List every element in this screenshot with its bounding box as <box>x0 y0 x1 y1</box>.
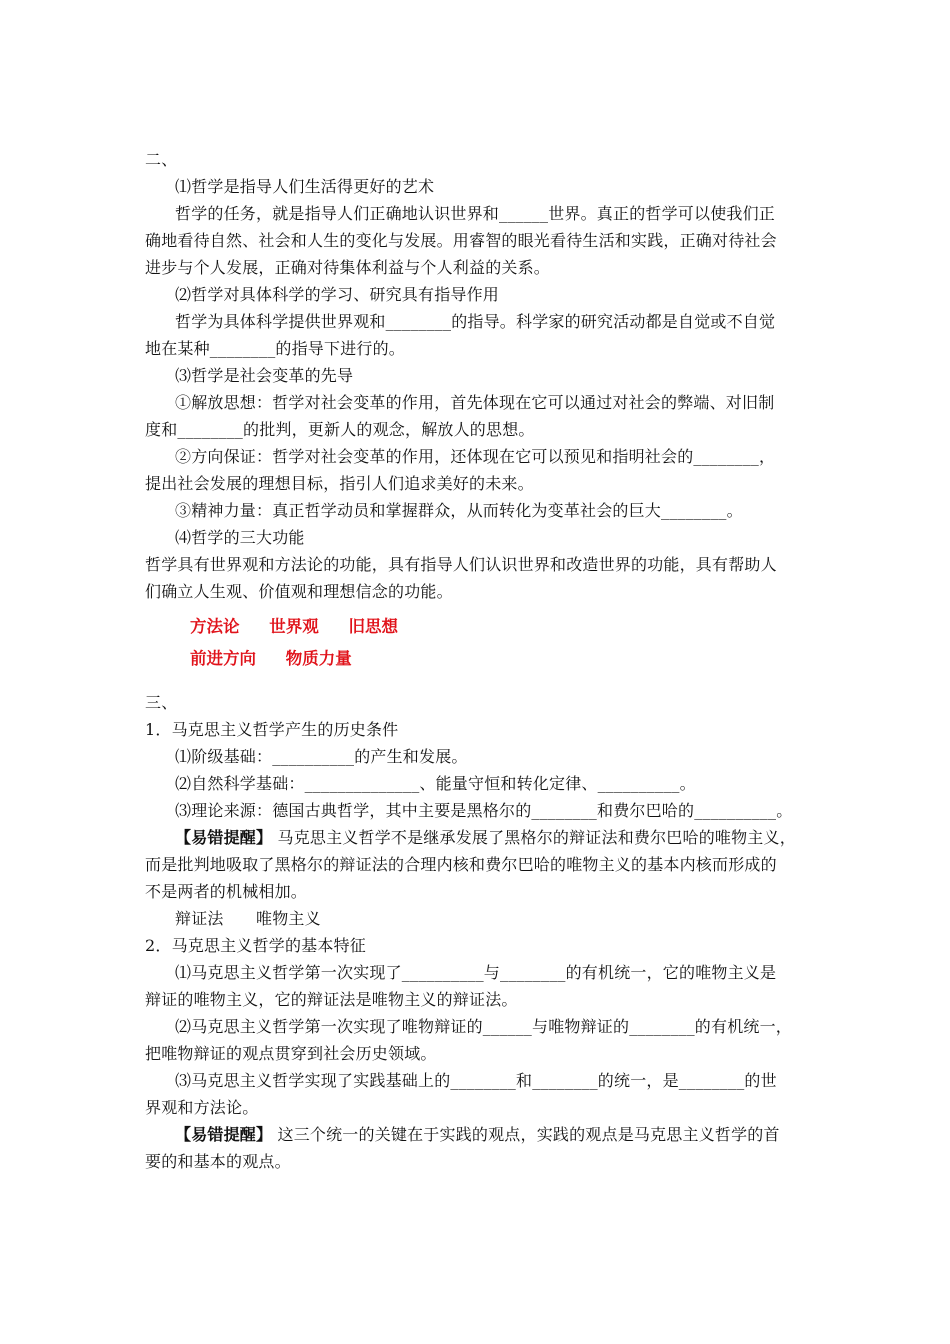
paragraph-line: ⑶理论来源：德国古典哲学，其中主要是黑格尔的________和费尔巴哈的__________。 <box>175 801 793 820</box>
tip-line <box>145 824 810 851</box>
paragraph-line: 哲学具有世界观和方法论的功能，具有指导人们认识世界和改造世界的功能，具有帮助人 <box>145 555 777 574</box>
paragraph-line: 度和________的批判，更新人的观念，解放人的思想。 <box>145 420 535 439</box>
answer-key <box>145 611 810 675</box>
answer-row-1 <box>190 611 810 643</box>
tip-text: 这三个统一的关键在于实践的观点，实践的观点是马克思主义哲学的首 <box>277 1125 780 1144</box>
section-heading-3: 三、 <box>145 693 178 712</box>
paragraph-line: 把唯物辩证的观点贯穿到社会历史领域。 <box>145 1044 437 1063</box>
paragraph-line: 确地看待自然、社会和人生的变化与发展。用睿智的眼光看待生活和实践，正确对待社会 <box>145 231 777 250</box>
paragraph-line: 界观和方法论。 <box>145 1098 259 1117</box>
paragraph-line: 辩证的唯物主义，它的辩证法是唯物主义的辩证法。 <box>145 990 518 1009</box>
paragraph-line: 不是两者的机械相加。 <box>145 882 308 901</box>
paragraph-line: ⑴马克思主义哲学第一次实现了__________与________的有机统一，它的唯物主义是 <box>175 963 777 982</box>
subheading-basic-features: 2．马克思主义哲学的基本特征 <box>145 936 366 955</box>
paragraph-line: 们确立人生观、价值观和理想信念的功能。 <box>145 582 453 601</box>
paragraph-line: 提出社会发展的理想目标，指引人们追求美好的未来。 <box>145 474 534 493</box>
tip-text: 马克思主义哲学不是继承发展了黑格尔的辩证法和费尔巴哈的唯物主义， <box>277 828 796 847</box>
subheading-social-change: ⑶哲学是社会变革的先导 <box>175 366 354 385</box>
paragraph-line: 要的和基本的观点。 <box>145 1152 291 1171</box>
tip-line <box>145 1121 810 1148</box>
paragraph-line: 而是批判地吸取了黑格尔的辩证法的合理内核和费尔巴哈的唯物主义的基本内核而形成的 <box>145 855 777 874</box>
tip-label: 【易错提醒】 <box>175 828 273 847</box>
paragraph-line: ⑶马克思主义哲学实现了实践基础上的________和________的统一，是________的世 <box>175 1071 777 1090</box>
paragraph-line: 哲学的任务，就是指导人们正确地认识世界和______世界。真正的哲学可以使我们正 <box>175 204 776 223</box>
answer-line: 辩证法 唯物主义 <box>175 909 321 928</box>
answer-row-2 <box>190 643 810 675</box>
subheading-historical-conditions: 1．马克思主义哲学产生的历史条件 <box>145 720 399 739</box>
paragraph-line: ③精神力量：真正哲学动员和掌握群众，从而转化为变革社会的巨大________。 <box>175 501 743 520</box>
subheading-science-guidance: ⑵哲学对具体科学的学习、研究具有指导作用 <box>175 285 500 304</box>
document-content <box>145 146 810 1175</box>
paragraph-line: 地在某种________的指导下进行的。 <box>145 339 406 358</box>
tip-label: 【易错提醒】 <box>175 1125 273 1144</box>
paragraph-line: ⑴阶级基础：__________的产生和发展。 <box>175 747 468 766</box>
paragraph-line: ⑵自然科学基础：______________、能量守恒和转化定律、__________。 <box>175 774 696 793</box>
answer-word: 旧思想 <box>348 617 398 636</box>
answer-word: 方法论 <box>190 617 240 636</box>
paragraph-line: ①解放思想：哲学对社会变革的作用，首先体现在它可以通过对社会的弊端、对旧制 <box>175 393 775 412</box>
answer-word: 物质力量 <box>285 649 352 668</box>
section-heading-2: 二、 <box>145 150 178 169</box>
paragraph-line: 进步与个人发展，正确对待集体利益与个人利益的关系。 <box>145 258 551 277</box>
subheading-philosophy-art: ⑴哲学是指导人们生活得更好的艺术 <box>175 177 435 196</box>
answer-word: 前进方向 <box>190 649 256 668</box>
subheading-three-functions: ⑷哲学的三大功能 <box>175 528 305 547</box>
answer-word: 世界观 <box>269 617 319 636</box>
paragraph-line: ②方向保证：哲学对社会变革的作用，还体现在它可以预见和指明社会的________， <box>175 447 776 466</box>
paragraph-line: 哲学为具体科学提供世界观和________的指导。科学家的研究活动都是自觉或不自觉 <box>175 312 776 331</box>
paragraph-line: ⑵马克思主义哲学第一次实现了唯物辩证的______与唯物辩证的________的有机统一， <box>175 1017 793 1036</box>
